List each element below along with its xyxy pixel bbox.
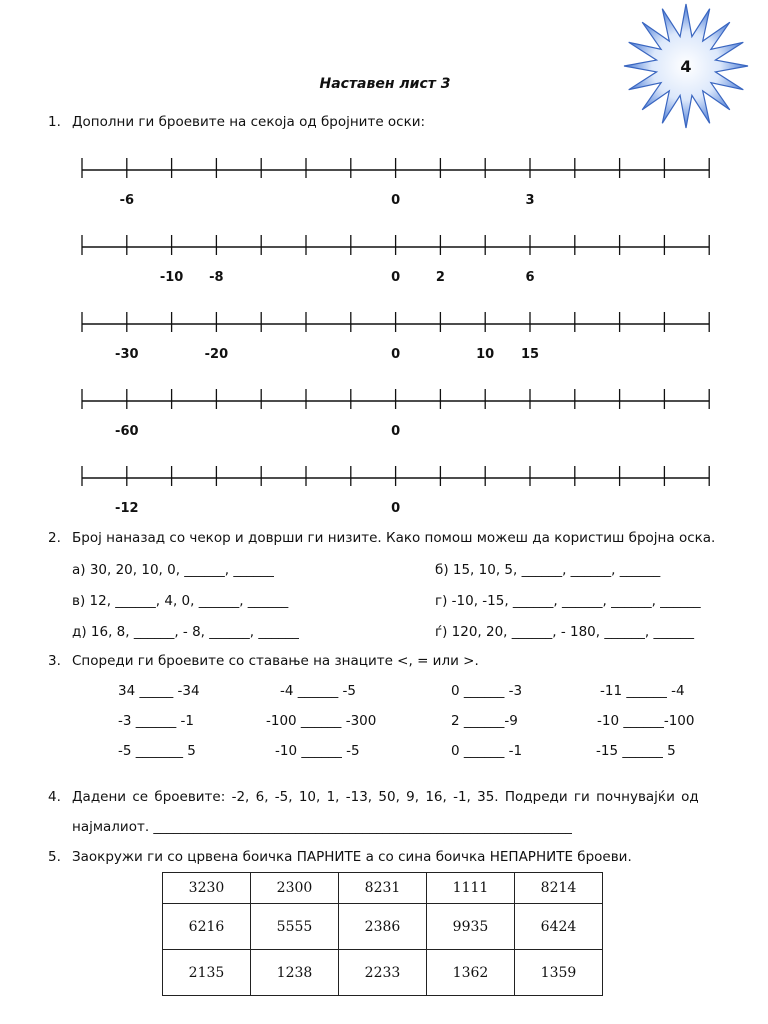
number-line-label: -8 — [209, 270, 224, 285]
comparison-item: -10 ______ -5 — [275, 743, 360, 759]
comparison-item: -3 ______ -1 — [118, 713, 195, 729]
table-cell[interactable]: 2386 — [339, 904, 427, 950]
question-1-text: Дополни ги броевите на секоја од бројните оски: — [72, 114, 426, 130]
number-line-label: -30 — [115, 347, 139, 362]
table-cell[interactable]: 2300 — [251, 873, 339, 904]
sequence-v: в) 12, ______, 4, 0, ______, ______ — [72, 593, 289, 609]
number-line-label: 15 — [520, 347, 540, 362]
sequence-g: г) -10, -15, ______, ______, ______, ______ — [435, 593, 701, 609]
number-line-label: -6 — [119, 193, 135, 208]
number-line-label: 0 — [391, 501, 401, 516]
number-line-label: -10 — [159, 270, 184, 285]
table-cell[interactable]: 1111 — [427, 873, 515, 904]
number-line-label: 0 — [391, 347, 401, 362]
sequence-d: д) 16, 8, ______, - 8, ______, ______ — [72, 624, 299, 640]
question-4-answer-line: најмалиот. ______________________________________________________________ — [72, 819, 572, 835]
question-2-text: Број наназад со чекор и доврши ги низите. Како помош можеш да користиш бројна оска. — [72, 530, 716, 546]
question-5-number: 5. — [48, 849, 61, 865]
question-4-number: 4. — [48, 789, 61, 805]
numbers-table — [162, 872, 603, 996]
number-line-label: -12 — [115, 501, 139, 516]
question-3-text: Спореди ги броевите со ставање на знаците <, = или >. — [72, 653, 479, 669]
sequence-b: б) 15, 10, 5, ______, ______, ______ — [435, 562, 661, 578]
table-cell[interactable]: 8231 — [339, 873, 427, 904]
comparison-item: -10 ______-100 — [597, 713, 695, 729]
question-2-number: 2. — [48, 530, 61, 546]
number-line-label: -20 — [204, 347, 229, 362]
table-cell[interactable]: 1359 — [515, 950, 603, 996]
comparison-item: 0 ______ -1 — [451, 743, 523, 759]
table-row — [163, 873, 603, 904]
table-cell[interactable]: 1238 — [251, 950, 339, 996]
worksheet-title: Наставен лист 3 — [319, 76, 451, 92]
table-cell[interactable]: 3230 — [163, 873, 251, 904]
question-4-text: Дадени се броевите: -2, 6, -5, 10, 1, -13, 50, 9, 16, -1, 35. Подреди ги почнувајќи од — [72, 789, 699, 805]
number-line-label: 10 — [476, 347, 495, 362]
page-number: 4 — [680, 56, 692, 76]
number-line-label: 2 — [435, 270, 445, 285]
table-cell[interactable]: 2233 — [339, 950, 427, 996]
number-line-label: 3 — [525, 193, 535, 208]
table-cell[interactable]: 5555 — [251, 904, 339, 950]
comparison-item: -15 ______ 5 — [596, 743, 676, 759]
question-5-text: Заокружи ги со црвена боичка ПАРНИТЕ а со сина боичка НЕПАРНИТЕ броеви. — [72, 849, 632, 865]
number-line-label: 6 — [525, 270, 535, 285]
sequence-gj: ѓ) 120, 20, ______, - 180, ______, ______ — [435, 624, 694, 640]
number-line-label: 0 — [391, 270, 401, 285]
comparison-item: 0 ______ -3 — [451, 683, 523, 699]
comparison-item: -5 _______ 5 — [118, 743, 196, 759]
sequence-a: а) 30, 20, 10, 0, ______, ______ — [72, 562, 274, 578]
table-cell[interactable]: 6424 — [515, 904, 603, 950]
comparison-item: -100 ______ -300 — [266, 713, 377, 729]
table-row — [163, 904, 603, 950]
number-line-label: 0 — [391, 193, 401, 208]
question-1-number: 1. — [48, 114, 61, 130]
table-cell[interactable]: 2135 — [163, 950, 251, 996]
number-line-label: 0 — [391, 424, 401, 439]
table-cell[interactable]: 8214 — [515, 873, 603, 904]
question-3-number: 3. — [48, 653, 61, 669]
table-row — [163, 950, 603, 996]
table-cell[interactable]: 1362 — [427, 950, 515, 996]
comparison-item: 2 ______-9 — [451, 713, 518, 729]
comparison-item: -4 ______ -5 — [280, 683, 357, 699]
number-line-label: -60 — [115, 424, 139, 439]
comparison-item: -11 ______ -4 — [600, 683, 685, 699]
table-cell[interactable]: 6216 — [163, 904, 251, 950]
table-cell[interactable]: 9935 — [427, 904, 515, 950]
comparison-item: 34 _____ -34 — [118, 683, 200, 699]
